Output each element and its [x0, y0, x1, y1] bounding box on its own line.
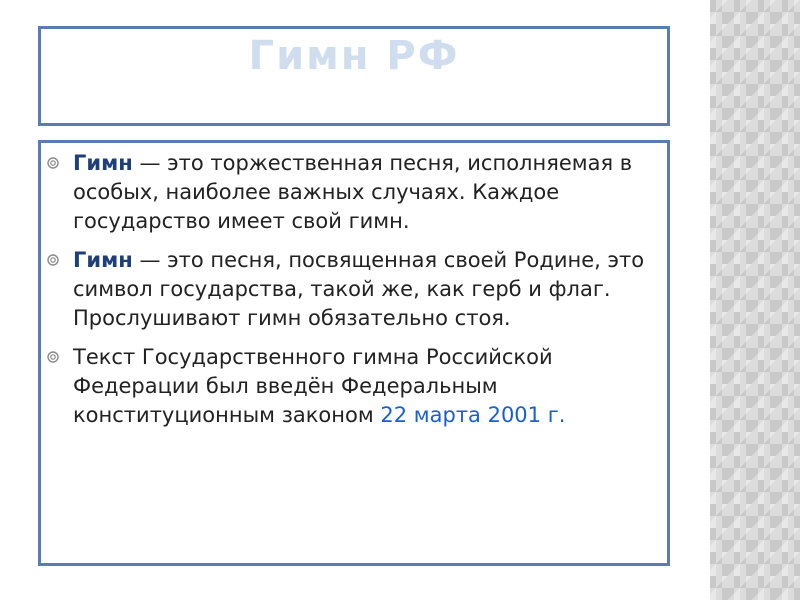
bullet-text: Текст Государственного гимна Российской Федерации был введён Федеральным конституционным законом	[73, 345, 553, 427]
content-frame	[38, 140, 670, 566]
bullet-list	[41, 149, 667, 440]
date-link[interactable]: 22 марта 2001 г.	[380, 403, 566, 427]
bullet-text: — это песня, посвященная своей Родине, это символ государства, такой же, как герб и флаг. Прослушивают гимн обязательно стоя.	[73, 248, 645, 330]
bullet-item	[41, 149, 667, 236]
term-anthem: Гимн	[73, 151, 133, 175]
term-anthem: Гимн	[73, 248, 133, 272]
bullet-item	[41, 246, 667, 333]
bullet-item	[41, 343, 667, 430]
title-frame	[38, 26, 670, 126]
slide-title: Гимн РФ	[248, 33, 460, 79]
spiral-bullet-icon	[47, 254, 59, 266]
decorative-side-pattern	[710, 0, 800, 600]
spiral-bullet-icon	[47, 351, 59, 363]
bullet-text: — это торжественная песня, исполняемая в особых, наиболее важных случаях. Каждое государство имеет свой гимн.	[73, 151, 633, 233]
spiral-bullet-icon	[47, 157, 59, 169]
